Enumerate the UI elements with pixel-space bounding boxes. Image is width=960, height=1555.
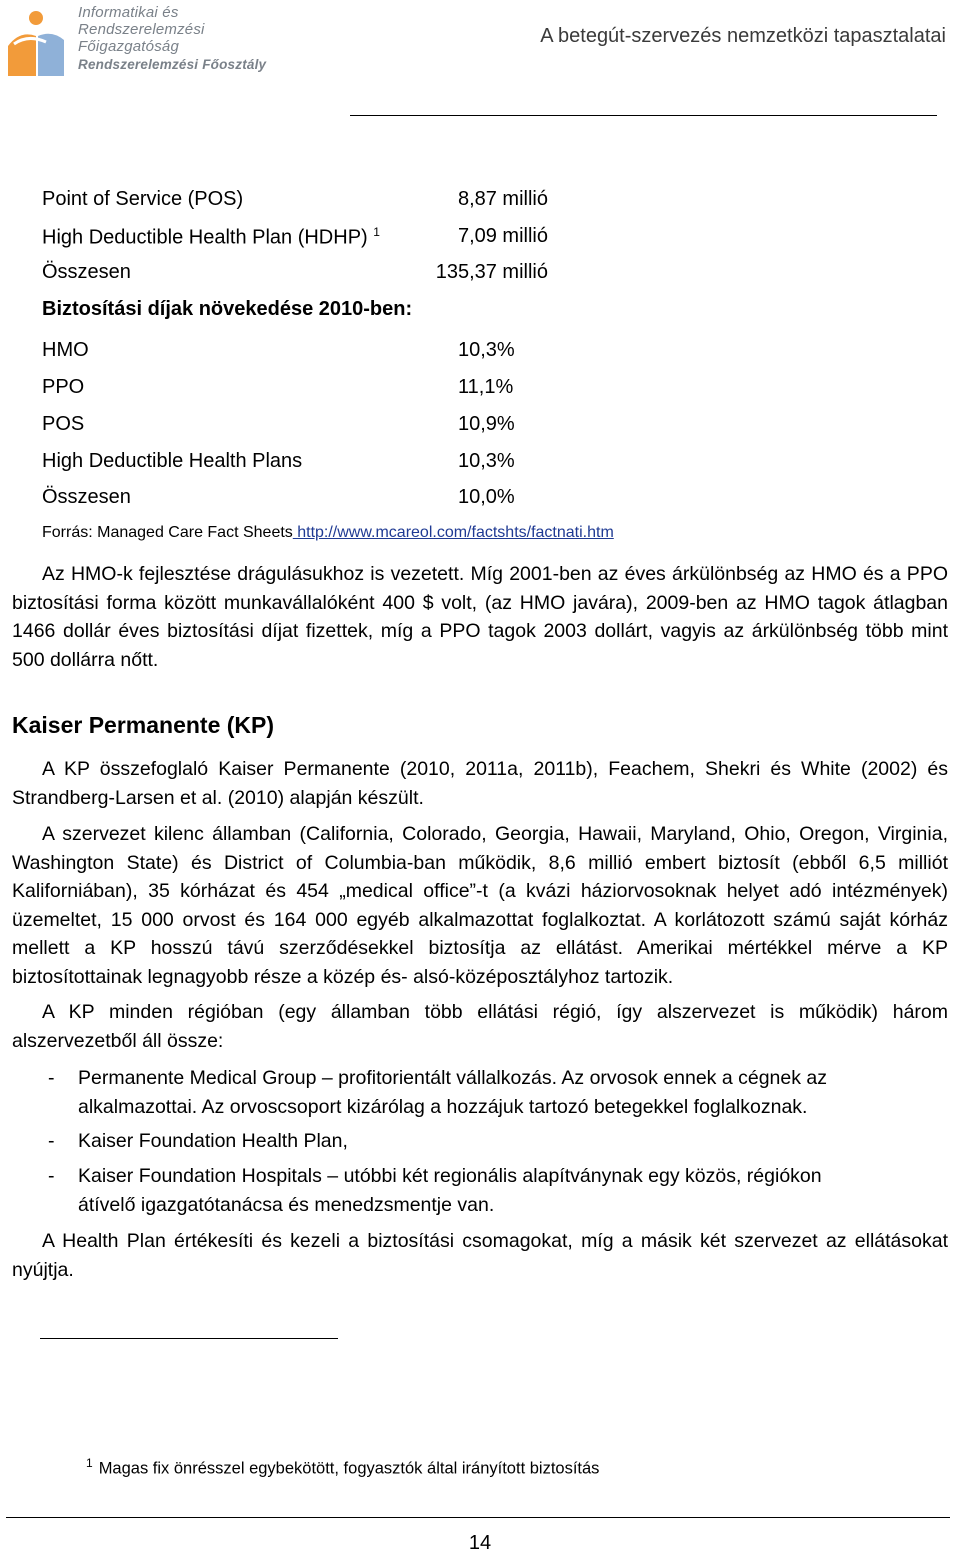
source-line	[42, 524, 614, 542]
bullet-dash: -	[48, 1165, 55, 1187]
bullet-dash: -	[48, 1067, 55, 1089]
stat-label: High Deductible Health Plan (HDHP) $^1$	[42, 225, 380, 249]
footnote	[86, 1456, 599, 1479]
growth-row-hdhp	[42, 450, 552, 476]
footnote-text: Magas fix önrésszel egybekötött, fogyasztók által irányított biztosítás	[98, 1459, 600, 1478]
page-number: 14	[468, 1532, 492, 1554]
growth-value: 10,3%	[458, 339, 515, 361]
org-name-line1: Informatikai és	[78, 4, 179, 21]
growth-value: 10,0%	[458, 486, 515, 508]
org-department: Rendszerelemzési Főosztály	[78, 57, 267, 72]
list-item-text: Kaiser Foundation Health Plan,	[78, 1130, 348, 1152]
paragraph-hmo-cost: Az HMO-k fejlesztése drágulásukhoz is vezetett. Míg 2001-ben az éves árkülönbség az HMO és a PPO biztosítási forma között munkavállalóként 400 $ volt, (az HMO javára), 2009-ben az HMO tagok átlagban 1466 dollár éves biztosítási díjat fizettek, míg a PPO tagok 2003 dollárt, vagyis az árkülönbség több mint 500 dollárra nőtt.	[12, 563, 948, 671]
footnote-number: 1	[86, 1456, 93, 1470]
growth-label: PPO	[42, 376, 85, 398]
growth-value: 10,9%	[458, 413, 515, 435]
stat-label: Összesen	[42, 261, 131, 283]
stat-row-total	[42, 261, 552, 287]
paragraph-kp-overview: A szervezet kilenc államban (California, Colorado, Georgia, Hawaii, Maryland, Ohio, Oregon, Virginia, Washington State) és District of Columbia-ban működik, 8,6 millió embert biztosít (ebből 6,5 milliót Kaliforniában), 35 kórházat és 454 „medical office”-t (a kvázi háziorvosoknak helyet adó intézmények) üzemeltet, 15 000 orvost és 164 000 egyéb alkalmazottat foglalkoztat. A korlátozott számú saját kórház mellett a KP hosszú távú szerződésekkel biztosítja az ellátást. Amerikai mértékkel mérve a KP biztosítottainak legnagyobb része a közép és- alsó-középosztályhoz tartozik.	[12, 823, 948, 988]
paragraph-kp-structure: A KP minden régióban (egy államban több ellátási régió, így alszervezet is működik) három alszervezetből áll össze:	[12, 1001, 948, 1052]
footnote-divider	[40, 1338, 338, 1339]
stat-value: 135,37 millió	[435, 261, 548, 283]
section-title: Kaiser Permanente (KP)	[12, 712, 275, 738]
paragraph-kp-sources: A KP összefoglaló Kaiser Permanente (2010, 2011a, 2011b), Feachem, Shekri és White (2002) és Strandberg-Larsen et al. (2010) alapján készült.	[12, 758, 948, 809]
growth-label: HMO	[42, 339, 89, 361]
growth-label: High Deductible Health Plans	[42, 450, 303, 472]
growth-heading: Biztosítási díjak növekedése 2010-ben:	[42, 298, 413, 320]
document-title: A betegút-szervezés nemzetközi tapasztalatai	[540, 25, 946, 47]
growth-value: 10,3%	[458, 450, 515, 472]
stat-row-pos	[42, 188, 552, 214]
list-item-text: Kaiser Foundation Hospitals – utóbbi két regionális alapítványnak egy közös, régiókon átívelő igazgatótanácsa és menedzsmentje van.	[78, 1165, 822, 1216]
growth-label: POS	[42, 413, 85, 435]
source-link[interactable]: http://www.mcareol.com/factshts/factnati.htm	[292, 524, 614, 541]
growth-row-ppo	[42, 376, 552, 402]
growth-label: Összesen	[42, 486, 131, 508]
header-divider	[350, 115, 937, 116]
list-item-text: Permanente Medical Group – profitorientált vállalkozás. Az orvosok ennek a cégnek az alkalmazottai. Az orvoscsoport kizárólag a hozzájuk tartozó betegekkel foglalkoznak.	[78, 1067, 827, 1118]
org-logo-text	[78, 4, 266, 72]
bullet-dash: -	[48, 1130, 55, 1152]
growth-row-total	[42, 486, 552, 512]
org-name-line3: Főigazgatóság	[78, 38, 180, 55]
stat-value: 7,09 millió	[457, 225, 548, 247]
list-item	[48, 1064, 878, 1121]
stat-row-hdhp	[42, 225, 552, 251]
org-name-line2: Rendszerelemzési	[78, 21, 205, 38]
list-item	[48, 1127, 878, 1156]
footer-divider	[6, 1517, 950, 1518]
stat-value: 8,87 millió	[457, 188, 548, 210]
footnote-ref[interactable]: 1	[373, 225, 380, 239]
growth-value: 11,1%	[458, 376, 514, 398]
source-label: Forrás: Managed Care Fact Sheets	[42, 524, 293, 541]
growth-row-hmo	[42, 339, 552, 365]
stat-label: Point of Service (POS)	[42, 188, 244, 210]
org-logo-icon	[6, 6, 68, 78]
growth-heading-row	[42, 298, 552, 324]
list-item	[48, 1162, 878, 1219]
paragraph-health-plan: A Health Plan értékesíti és kezeli a biztosítási csomagokat, míg a másik két szervezet az ellátásokat nyújtja.	[12, 1230, 948, 1281]
growth-row-pos	[42, 413, 552, 439]
